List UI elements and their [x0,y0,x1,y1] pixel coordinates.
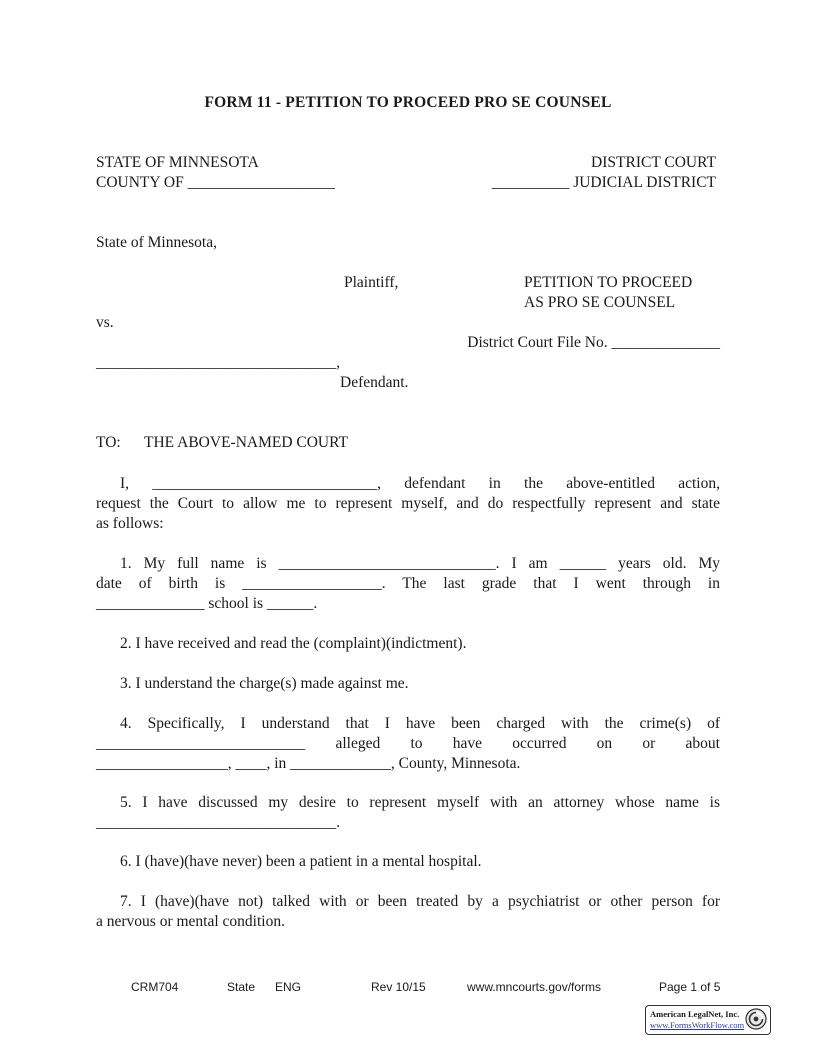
intro-line-1: I, _____________________________, defendant in the above-entitled action, [120,475,720,492]
defendant-blank: _______________________________, [96,354,341,371]
footer-revision: Rev 10/15 [371,980,426,994]
court-label: DISTRICT COURT [591,154,716,171]
item-1-line-3: ______________ school is ______. [96,595,318,612]
badge-company: American LegalNet, Inc. [650,1009,740,1019]
intro-line-2: request the Court to allow me to represent myself, and do respectfully represent and state [96,495,720,512]
item-5-line-1: 5. I have discussed my desire to represent myself with an attorney whose name is [120,794,720,811]
item-4-line-3: _________________, ____, in _____________, County, Minnesota. [96,755,521,772]
file-number-line: District Court File No. ______________ [467,334,720,351]
petition-title-line1: PETITION TO PROCEED [524,274,693,291]
party-name: State of Minnesota, [96,234,217,251]
item-3: 3. I understand the charge(s) made against me. [120,675,409,692]
footer-page-number: Page 1 of 5 [659,980,721,994]
footer-state: State [227,980,256,994]
item-1-line-1: 1. My full name is ____________________________. I am ______ years old. My [120,555,720,572]
state-label: STATE OF MINNESOTA [96,154,259,171]
petition-title-line2: AS PRO SE COUNSEL [524,294,676,311]
item-5-line-2: _______________________________. [96,814,341,831]
to-court: THE ABOVE-NAMED COURT [144,434,349,451]
item-7-line-2: a nervous or mental condition. [96,913,285,930]
versus-label: vs. [96,314,114,331]
footer-url[interactable]: www.mncourts.gov/forms [467,980,602,994]
page-title: FORM 11 - PETITION TO PROCEED PRO SE COUNSEL [204,94,612,111]
item-4-line-1: 4. Specifically, I understand that I have been charged with the crime(s) of [120,715,720,732]
badge-website[interactable]: www.FormsWorkFlow.com [650,1020,745,1030]
item-1-line-2: date of birth is __________________. The last grade that I went through in [96,575,720,592]
intro-line-3: as follows: [96,515,164,532]
plaintiff-label: Plaintiff, [344,274,399,291]
item-4-line-2: ___________________________ alleged to have occurred on or about [96,735,720,752]
item-6: 6. I (have)(have never) been a patient in a mental hospital. [120,853,482,870]
legalnet-badge[interactable] [645,1005,771,1035]
footer-language: ENG [275,980,302,994]
footer-form-code: CRM704 [131,980,179,994]
item-7-line-1: 7. I (have)(have not) talked with or been treated by a psychiatrist or other person for [120,893,720,910]
to-label: TO: [96,434,121,451]
item-2: 2. I have received and read the (complaint)(indictment). [120,635,467,652]
defendant-label: Defendant. [340,374,409,391]
county-line: COUNTY OF ___________________ [96,174,335,191]
globe-logo-icon [745,1008,767,1030]
district-line: __________ JUDICIAL DISTRICT [491,174,716,191]
